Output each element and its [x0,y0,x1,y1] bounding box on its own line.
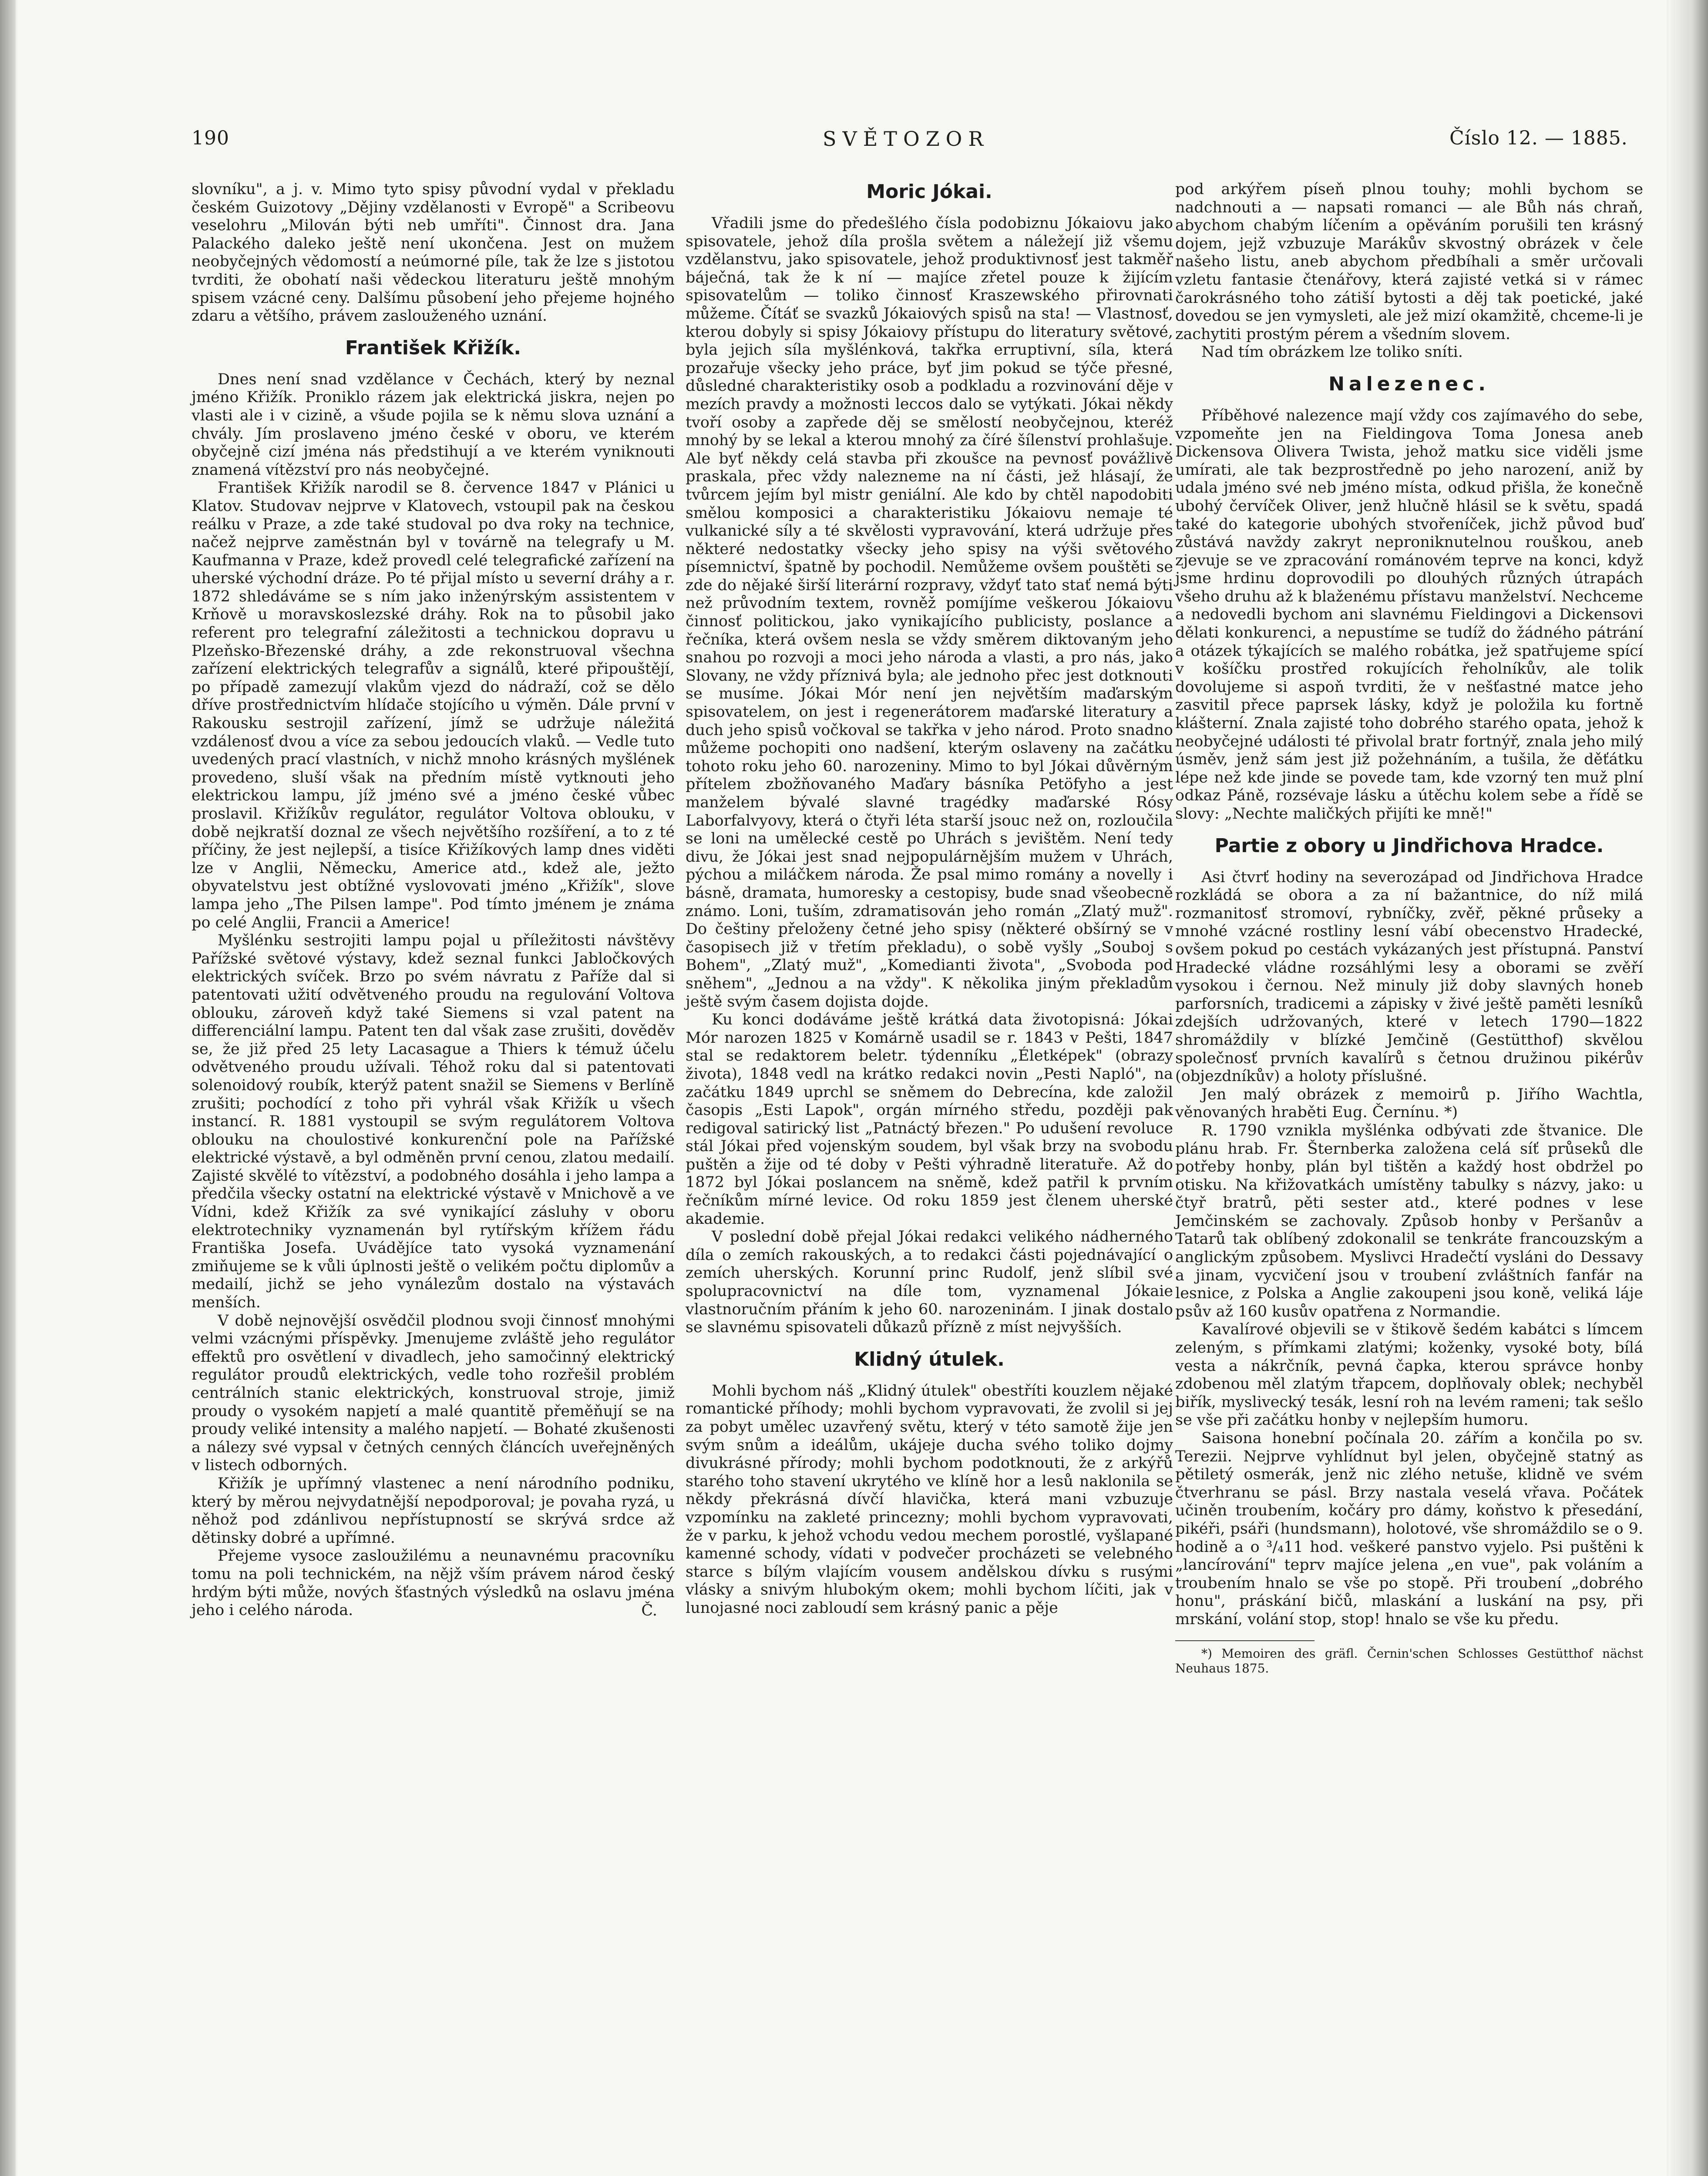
paragraph: Saisona honební počínala 20. zářím a končila po sv. Terezii. Nejprve vyhlídnut byl jelen, obyčejně statný as pětiletý osmerák, jenž nic zlého netuše, klidně ve svém čtverhranu se pásl. Brzy nastala veselá vřava. Počátek učiněn troubením, kočáry pro dámy, koňstvo k přesedání, pikéři, psáři (hundsmann), holotové, vše shromáždilo se o 9. hodině a o ³/₄11 hod. veškeré panstvo vyjelo. Psi puštěni k „lancírování" teprv majíce jelena „en vue", pak voláním a troubením hnalo se vše po stopě. Při troubení „dobrého honu", práskání bičů, mlaskání a luskání na psy, při mrskání, volání stop, stop! hnalo se vše ku předu. [1175,1430,1643,1628]
article-title-krizik: František Křižík. [345,336,521,359]
article-title-nalezenec: Nalezenec. [1328,373,1490,395]
scan-shadow-right [1669,0,1708,2176]
article-title-jokai: Moric Jókai. [866,181,992,203]
paragraph: V poslední době přejal Jókai redakci velikého nádherného díla o zemích rakouských, a to redakci části pojednávající o zemích uherských. Korunní princ Rudolf, jenž slíbil své spolupracovnictví na díle tom, vyznamenal Jókaie vlastnoručním přáním k jeho 60. narozeninám. I jinak dostalo se slavnému spisovateli důkazů přízně z míst nejvyšších. [686,1228,1173,1336]
page-number: 190 [192,127,229,149]
paragraph: Křižík je upřímný vlastenec a není národního podniku, který by měrou nejvydatnější nepodporoval; je povaha ryzá, u něhož pod zdánlivou nepřístupností se skrývá srdce až dětinsky dobré a upřímné. [192,1474,675,1547]
issue-number: Číslo 12. — 1885. [1449,127,1628,149]
paragraph: Myšlénku sestrojiti lampu pojal u příležitosti návštěvy Pařížské světové výstavy, kdež seznal funkci Jabločkových elektrických svíček. Brzo po svém návratu z Paříže dal si patentovati užití odvětveného proudu na regulování Voltova oblouku, zároveň když také Siemens si vzal patent na differenciální lampu. Patent ten dal však zase zrušiti, dověděv se, že již před 25 lety Lacasague a Thiers k témuž účelu odvětveného proudu užívali. Téhož roku dal si patentovati solenoidový roubík, kterýž patent snažil se Siemens v Berlíně zrušiti; pochodící z toho při vyhrál však Křižík u všech instancí. R. 1881 vystoupil se svým regulátorem Voltova oblouku na choulostivé konkurenční pole na Pařížské elektrické výstavě, a byl odměněn první cenou, zlatou medailí. Zajisté skvělé to vítězství, a podobného dosáhla i jeho lampa a předčila všecky ostatní na elektrické výstavě v Mnichově a ve Vídni, kdež Křižík za své vynikající zásluhy v oboru elektrotechniky vyznamenán byl rytířským křížem řádu Františka Josefa. Uvádějíce tato vysoká vyznamenání zmiňujeme se k vůli úplnosti ještě o velikém počtu diplomův a medailí, jichž se jeho vynálezům dostalo na výstavách menších. [192,932,675,1312]
scan-shadow-left [0,0,16,2176]
paragraph: Mohli bychom náš „Klidný útulek" obestříti kouzlem nějaké romantické příhody; mohli bychom vypravovati, že zvolil si jej za pobyt umělec uzavřený světu, který v této samotě žije jen svým snům a ideálům, ukájeje ducha svého toliko dojmy divukrásné přírody; mohli bychom podotknouti, že z arkýřů starého toho stavení ukrytého ve klíně hor a lesů naklonila se někdy překrásná dívčí hlavička, která mani vzbuzuje vzpomínku na zakleté princezny; mohli bychom vypravovati, že v parku, k jehož vchodu vedou mechem porostlé, vyšlapané kamenné schody, vídati v podvečer procházeti se velebného starce s bílým vlajícím vousem andělskou dívku s rusými vlásky a snivým hlubokým okem; mohli bychom líčiti, jak v lunojasné noci zabloudí sem krásný panic a pěje [686,1382,1173,1617]
author-signature: Č. [641,1602,657,1619]
masthead-title: SVĚTOZOR [823,127,990,151]
article-title-obora: Partie z obory u Jindřichova Hradce. [1214,834,1604,857]
paragraph: R. 1790 vznikla myšlénka odbývati zde štvanice. Dle plánu hrab. Fr. Šternberka založena celá síť průseků dle potřeby honby, plán byl tištěn a každý host obdržel po otisku. Na křižovatkách umístěny tabulky s názvy, jako: u čtyř bratrů, pěti sester atd., které podnes v lese Jemčinském se zachovaly. Způsob honby v Peršanův a Tatarů tak oblíbený zdokonalil se tenkráte francouzským a anglickým způsobem. Myslivci Hradečtí vysláni do Dessavy a jinam, vycvičení jsou v troubení zvláštních fanfár na lesnice, z Polska a Anglie zakoupeni jsou koně, veliká láje psův až 160 kusův opatřena z Normandie. [1175,1122,1643,1320]
paragraph: Přejeme vysoce zasloužilému a neunavnému pracovníku tomu na poli technickém, na nějž vším právem národ český hrdým býti může, nových šťastných výsledků na oslavu jména jeho i celého národa. [192,1547,675,1619]
paragraph: Ku konci dodáváme ještě krátká data životopisná: Jókai Mór narozen 1825 v Komárně usadil se r. 1843 v Pešti, 1847 stal se redaktorem beletr. týdenníku „Életképek" (obrazy života), 1848 vedl na krátko redakci novin „Pesti Napló", na začátku 1849 uprchl se sněmem do Debrecína, kde založil časopis „Esti Lapok", orgán mírného středu, později pak redigoval satirický list „Patnáctý březen." Po udušení revoluce stál Jókai před vojenským soudem, byl však brzy na svobodu puštěn a žije od té doby v Pešti výhradně literatuře. Až do 1872 byl Jókai poslancem na sněmě, kdež patřil k prvním řečníkům mírné levice. Od roku 1859 jest členem uherské akademie. [686,1011,1173,1228]
paragraph: Jen malý obrázek z memoirů p. Jiřího Wachtla, věnovaných hraběti Eug. Černínu. *) [1175,1085,1643,1122]
footnote-divider [1175,1640,1315,1641]
paragraph: Vřadili jsme do předešlého čísla podobiznu Jókaiovu jako spisovatele, jehož díla prošla světem a náležejí již všemu vzdělanstvu, jako spisovatele, jehož produktivnosť jest takměř báječná, tak že k ní — majíce zřetel pouze k žijícím spisovatelům — toliko činnosť Kraszewského přirovnati můžeme. Čítáť se svazků Jókaiových spisů na sta! — Vlastnosť, kterou dobyly si spisy Jókaiovy přístupu do literatury světové, byla jejich síla myšlénková, takřka erruptivní, síla, která prozařuje všecky jeho práce, byť jim pokud se týče přesné, důsledné charakteristiky osob a podkladu a rozvinování děje v mezích pravdy a možnosti leccos dalo se vytýkati. Jókai někdy tvoří osoby a zapřede děj se smělostí neobyčejnou, kteréž mnohý by se lekal a kterou mnohý za číré šílenství prohlašuje. Ale byť někdy celá stavba při zkoušce na pevnosť povážlivě praskala, přec vždy nalezneme na ní části, jež hlásají, že tvůrcem jejím byl mistr geniální. Ale kdo by chtěl napodobiti smělou komposici a charakteristiku Jókaiovu nemaje té vulkanické síly a té skvělosti vypravování, která udržuje přes některé nedostatky všecky jeho spisy na výši světového písemnictví, špatně by pochodil. Nemůžeme ovšem pouštěti se zde do nějaké širší literární rozpravy, vždyť tato stať nemá býti než průvodním textem, rovněž pomíjíme veškerou Jókaiovu činnosť politickou, jako vynikajícího publicisty, poslance a řečníka, která ovšem nesla se vždy směrem diktovaným jeho snahou po rozvoji a moci jeho národa a vlasti, a pro nás, jako Slovany, ne vždy příznivá byla; ale jednoho přec jest dotknouti se musíme. Jókai Mór není jen největším maďarským spisovatelem, on jest i regenerátorem maďarské literatury a duch jeho spisů vočkoval se takřka v jeho národ. Proto snadno můžeme pochopiti ono nadšení, kterým oslaveny na začátku tohoto roku jeho 60. narozeniny. Mimo to byl Jókai důvěrným přítelem zbožňovaného Maďary básníka Petöfyho a jest manželem bývalé slavné tragédky maďarské Rósy Laborfalvyovy, která o čtyři léta starší jsouc než on, rozloučila se loni na umělecké cestě po Uhrách s jevištěm. Není tedy divu, že Jókai jest snad nejpopulárnějším mužem v Uhrách, pýchou a miláčkem národa. Že psal mimo romány a novelly i básně, dramata, humoresky a cestopisy, bude snad všeobecně známo. Loni, tuším, zdramatisován jeho román „Zlatý muž". Do češtiny přeloženy četné jeho spisy (některé obšírný se v časopisech již v třetím překladu), o sobě vyšly „Souboj s Bohem", „Zlatý muž", „Komedianti života", „Svoboda pod sněhem", „Jednou a na vždy". K několika jiným překladům ještě svým časem dojista dojde. [686,215,1173,1011]
paragraph: Dnes není snad vzdělance v Čechách, který by neznal jméno Křižík. Proniklo rázem jak elektrická jiskra, nejen po vlasti ale i v cizině, a všude pojila se k němu slova uznání a chvály. Jím proslaveno jméno české v oboru, ve kterém obyčejně cizí jména nás předstihují a ve kterém vyniknouti znamená vítězství pro nás neobyčejné. [192,370,675,479]
paragraph: Kavalírové objevili se v štikově šedém kabátci s límcem zeleným, s přímkami zlatými; koženky, vysoké boty, bílá vesta a nákrčník, pevná čapka, kterou správce honby zdobenou měl zlatým třapcem, doplňovaly oblek; nechyběl biřík, myslivecký tesák, lesní roh na levém rameni; tak sešlo se vše při začátku honby v nejlepším humoru. [1175,1321,1643,1429]
paragraph: Nad tím obrázkem lze toliko sníti. [1201,343,1463,361]
paragraph: pod arkýřem píseň plnou touhy; mohli bychom se nadchnouti a — napsati romanci — ale Bůh nás chraň, abychom chabým líčením a opěváním porušili ten krásný dojem, jejž vzbuzuje Marákův skvostný obrázek v čele našeho listu, aneb abychom předbíhali a směr určovali vzletu fantasie čtenářovy, která zajisté vetká si v rámec čarokrásného toho zátiší bytosti a děj tak poetické, jaké dovedou se jen vymysleti, ale jež mizí okamžitě, chceme-li je zachytiti prostým pérem a všedním slovem. [1175,181,1643,343]
paragraph: František Křižík narodil se 8. července 1847 v Plánici u Klatov. Studovav nejprve v Klatovech, vstoupil pak na českou reálku v Praze, a zde také studoval po dva roky na technice, načež nejprve zaměstnán byl v továrně na telegrafy u M. Kaufmanna v Praze, kdež provedl celé telegrafické zařízení na uherské východní dráze. Po té přijal místo u severní dráhy a r. 1872 shledáváme se s ním jako inženýrským assistentem v Krňově u moravskoslezské dráhy. Rok na to působil jako referent pro telegrafní záležitosti a technickou dopravu u Plzeňsko-Březenské dráhy, a zde rekonstruoval všechna zařízení elektrických telegrafův a signálů, které připouštějí, po případě zamezují vlakům vjezd do nádraží, což se dělo dříve prostřednictvím hlídače stojícího u výměn. Dále první v Rakousku sestrojil zařízení, jímž se udržuje náležitá vzdálenosť dvou a více za sebou jedoucích vlaků. — Vedle tuto uvedených prací vlastních, v nichž mnoho krásných myšlének provedeno, sluší však na předním místě vytknouti jeho elektrickou lampu, jíž jméno své a jméno české vůbec proslavil. Křižíkův regulátor, regulátor Voltova oblouku, v době nejkratší doznal ze všech největšího rozšíření, a to z té příčiny, že jest nejlepší, a tisíce Křižíkových lamp dnes viděti lze v Anglii, Německu, Americe atd., kdež ale, ježto obyvatelstvu jest obtížné vyslovovati jméno „Křižík", slove lampa jeho „The Pilsen lampe". Pod tímto jménem je známa po celé Anglii, Francii a Americe! [192,479,675,931]
column-1 [192,181,675,1620]
paragraph: V době nejnovější osvědčil plodnou svoji činnosť mnohými velmi vzácnými příspěvky. Jmenujeme zvláště jeho regulátor effektů pro osvětlení v divadlech, jeho samočinný elektrický regulátor proudů elektrických, vedle toho rozřešil problém centrálních stanic elektrických, konstruoval stroje, jimiž proudy o vysokém napjetí a malé quantitě přeměňují se na proudy veliké intensity a malého napjetí. — Bohaté zkušenosti a nálezy své vypsal v četných cenných článcích uveřejněných v listech odborných. [192,1312,675,1474]
paragraph: slovníku", a j. v. Mimo tyto spisy původní vydal v překladu českém Guizotovy „Dějiny vzdělanosti v Evropě" a Scribeovu veselohru „Milován býti neb umříti". Činnost dra. Jana Palackého daleko ještě není ukončena. Jest on mužem neobyčejných vědomostí a neúmorné píle, tak že lze s jistotou tvrditi, že obohatí naši vědeckou literaturu ještě mnohým spisem vzácné ceny. Dalšímu působení jeho přejeme hojného zdaru a většího, právem zaslouženého uznání. [192,181,675,325]
column-2 [686,181,1173,1618]
paragraph: Asi čtvrť hodiny na severozápad od Jindřichova Hradce rozkládá se obora a za ní bažantnice, do níž milá rozmanitosť stromoví, rybníčky, zvěř, pěkné průseky a mnohé vzácné rostliny lesní vábí obecenstvo Hradecké, ovšem pokud po cestách vykázaných jest přístupná. Panství Hradecké vládne rozsáhlými lesy a oborami se zvěří vysokou i černou. Než minuly již doby slavných honeb parforsních, tradicemi a zápisky v živé ještě paměti lesníků zdejších udržovaných, které v letech 1790—1822 shromáždily v blízké Jemčině (Gestütthof) skvělou společnosť prvních kavalírů s četnou družinou pikérův (objezdníkův) a holoty příslušné. [1175,868,1643,1085]
column-3 [1175,181,1643,1676]
paragraph: Příběhové nalezence mají vždy cos zajímavého do sebe, vzpomeňte jen na Fieldingova Toma Jonesa aneb Dickensova Olivera Twista, jehož matku sice viděli jsme umírati, ale tak bezprostředně po jeho narození, aniž by udala jméno své neb jméno místa, odkud přišla, že konečně ubohý červíček Oliver, jenž hlučně hlásil se k světu, spadá také do kategorie ubohých stvořeníček, jichž původ buď zůstává navždy zakryt neproniknutelnou rouškou, aneb zjevuje se ve zpracování románovém teprve na konci, když jsme hrdinu doprovodili po dlouhých různých útrapách všeho druhu až k blaženému přístavu manželství. Nechceme a nedovedli bychom ani slavnému Fieldingovi a Dickensovi dělati konkurenci, a nepustíme se tudíž do žádného pátrání a otázek týkajících se malého robátka, jež spatřujeme spící v košíčku prostřed rokujících řeholníkův, ale tolik dovolujeme si aspoň tvrditi, že v nešťastné matce jeho zasvitil přece paprsek lásky, když je položila ku fortně klášterní. Znala zajisté toho dobrého starého opata, jehož k neobyčejné události té přivolal bratr fortnýř, znala jeho milý úsměv, jenž sám jest již požehnáním, a tušila, že děťátku lépe než kde jinde se povede tam, kde vzorný ten muž plní odkaz Páně, rozsévaje lásku a útěchu kolem sebe a řídě se slovy: „Nechte maličkých přijíti ke mně!" [1175,406,1643,823]
footnote: *) Memoiren des gräfl. Černin'schen Schlosses Gestütthof nächst Neuhaus 1875. [1175,1646,1643,1676]
article-title-klidny-utulek: Klidný útulek. [854,1348,1005,1370]
